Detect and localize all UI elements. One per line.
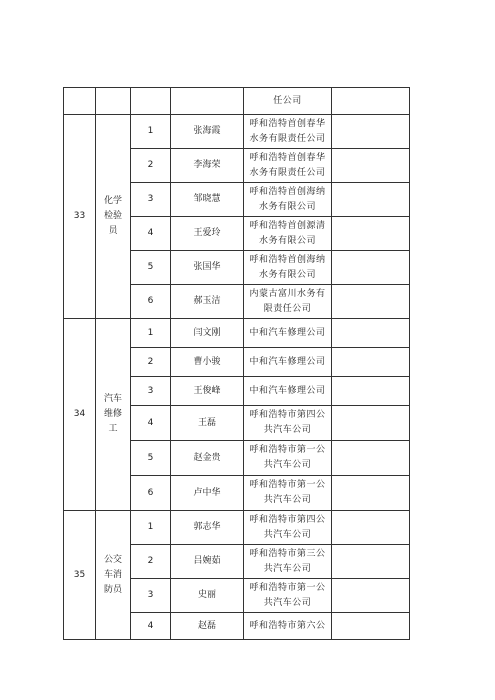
company-cell bbox=[244, 183, 332, 217]
occupation-title-line: 公交 bbox=[103, 554, 122, 565]
company-line: 内蒙古富川水务有 bbox=[249, 288, 326, 299]
note-cell bbox=[332, 613, 410, 640]
note-cell bbox=[332, 251, 410, 285]
company-cell bbox=[244, 377, 332, 406]
company-line: 呼和浩特市第三公 bbox=[249, 548, 326, 559]
company-line: 水务有限公司 bbox=[258, 235, 316, 246]
company-line: 水务有限责任公司 bbox=[249, 133, 326, 144]
occupation-title bbox=[96, 319, 131, 511]
occupation-title-line: 汽车 bbox=[103, 394, 122, 404]
note-cell bbox=[332, 511, 410, 545]
company-line: 水务有限公司 bbox=[258, 269, 316, 280]
note-cell bbox=[332, 406, 410, 441]
occupation-title-line: 防员 bbox=[103, 584, 122, 595]
row-index: 5 bbox=[131, 441, 171, 476]
group-number: 35 bbox=[64, 511, 96, 640]
person-name: 王磊 bbox=[171, 406, 244, 441]
person-name: 吕婉茹 bbox=[171, 545, 244, 579]
company-cell bbox=[244, 613, 332, 640]
person-name: 郝玉洁 bbox=[171, 285, 244, 319]
company-line: 呼和浩特首创海纳 bbox=[249, 254, 326, 265]
roster-body bbox=[64, 88, 410, 640]
person-name: 王俊峰 bbox=[171, 377, 244, 406]
table-row bbox=[64, 319, 410, 348]
title-cell bbox=[96, 88, 131, 115]
company-line: 呼和浩特首创海纳 bbox=[249, 186, 326, 197]
row-index: 2 bbox=[131, 545, 171, 579]
row-index: 1 bbox=[131, 115, 171, 149]
company-line: 呼和浩特首创源清 bbox=[249, 220, 326, 231]
note-cell bbox=[332, 217, 410, 251]
group-number: 34 bbox=[64, 319, 96, 511]
company-cell bbox=[244, 319, 332, 348]
company-cell bbox=[244, 406, 332, 441]
person-name: 闫文刚 bbox=[171, 319, 244, 348]
index-cell bbox=[131, 88, 171, 115]
note-cell bbox=[332, 88, 410, 115]
person-name: 卢中华 bbox=[171, 476, 244, 511]
person-name: 曹小骏 bbox=[171, 348, 244, 377]
number-cell bbox=[64, 88, 96, 115]
row-index: 4 bbox=[131, 217, 171, 251]
company-line: 呼和浩特市第六公 bbox=[249, 620, 326, 631]
company-line: 呼和浩特市第四公 bbox=[249, 514, 326, 525]
note-cell bbox=[332, 579, 410, 613]
person-name: 史丽 bbox=[171, 579, 244, 613]
name-cell bbox=[171, 88, 244, 115]
company-line: 水务有限公司 bbox=[258, 201, 316, 212]
note-cell bbox=[332, 545, 410, 579]
note-cell bbox=[332, 149, 410, 183]
company-line: 水务有限责任公司 bbox=[249, 167, 326, 178]
occupation-title-line: 员 bbox=[108, 226, 118, 236]
row-index: 4 bbox=[131, 613, 171, 640]
company-line: 共汽车公司 bbox=[263, 563, 312, 574]
company-line: 呼和浩特市第四公 bbox=[249, 410, 326, 420]
row-index: 2 bbox=[131, 348, 171, 377]
company-cell bbox=[244, 149, 332, 183]
company-line: 共汽车公司 bbox=[263, 425, 312, 435]
note-cell bbox=[332, 377, 410, 406]
row-index: 6 bbox=[131, 476, 171, 511]
company-line: 中和汽车修理公司 bbox=[249, 385, 326, 396]
company-line: 限责任公司 bbox=[263, 303, 312, 314]
company-cell bbox=[244, 511, 332, 545]
group-number: 33 bbox=[64, 115, 96, 319]
company-cell bbox=[244, 115, 332, 149]
company-cell bbox=[244, 88, 332, 115]
row-index: 3 bbox=[131, 579, 171, 613]
company-cell bbox=[244, 476, 332, 511]
occupation-title-line: 维修 bbox=[103, 409, 122, 419]
row-index: 3 bbox=[131, 183, 171, 217]
person-name: 王爱玲 bbox=[171, 217, 244, 251]
company-cell bbox=[244, 251, 332, 285]
table-row-continued bbox=[64, 88, 410, 115]
company-line: 呼和浩特首创春华 bbox=[249, 118, 326, 129]
company-cell bbox=[244, 579, 332, 613]
occupation-title bbox=[96, 511, 131, 640]
company-line: 呼和浩特首创春华 bbox=[249, 152, 326, 163]
award-roster-table bbox=[63, 87, 410, 640]
person-name: 张国华 bbox=[171, 251, 244, 285]
note-cell bbox=[332, 285, 410, 319]
company-line: 呼和浩特市第一公 bbox=[249, 480, 326, 490]
occupation-title-line: 检验 bbox=[103, 211, 122, 221]
row-index: 3 bbox=[131, 377, 171, 406]
occupation-title-line: 车消 bbox=[103, 569, 122, 580]
row-index: 5 bbox=[131, 251, 171, 285]
company-cell bbox=[244, 348, 332, 377]
company-line: 中和汽车修理公司 bbox=[249, 327, 326, 338]
company-line: 呼和浩特市第一公 bbox=[249, 582, 326, 593]
row-index: 1 bbox=[131, 511, 171, 545]
person-name: 李海荣 bbox=[171, 149, 244, 183]
company-cell bbox=[244, 285, 332, 319]
company-line: 共汽车公司 bbox=[263, 597, 312, 608]
company-line: 任公司 bbox=[273, 95, 302, 106]
company-line: 共汽车公司 bbox=[263, 460, 312, 470]
person-name: 赵金贵 bbox=[171, 441, 244, 476]
table-row bbox=[64, 511, 410, 545]
company-line: 共汽车公司 bbox=[263, 495, 312, 505]
row-index: 6 bbox=[131, 285, 171, 319]
note-cell bbox=[332, 115, 410, 149]
company-cell bbox=[244, 545, 332, 579]
row-index: 1 bbox=[131, 319, 171, 348]
person-name: 邹晓慧 bbox=[171, 183, 244, 217]
company-cell bbox=[244, 217, 332, 251]
occupation-title bbox=[96, 115, 131, 319]
note-cell bbox=[332, 183, 410, 217]
note-cell bbox=[332, 348, 410, 377]
row-index: 4 bbox=[131, 406, 171, 441]
company-line: 呼和浩特市第一公 bbox=[249, 445, 326, 455]
person-name: 张海霞 bbox=[171, 115, 244, 149]
table-row bbox=[64, 115, 410, 149]
note-cell bbox=[332, 441, 410, 476]
person-name: 赵磊 bbox=[171, 613, 244, 640]
company-line: 共汽车公司 bbox=[263, 529, 312, 540]
row-index: 2 bbox=[131, 149, 171, 183]
occupation-title-line: 化学 bbox=[103, 196, 122, 206]
occupation-title-line: 工 bbox=[108, 424, 118, 434]
company-cell bbox=[244, 441, 332, 476]
note-cell bbox=[332, 476, 410, 511]
person-name: 郭志华 bbox=[171, 511, 244, 545]
note-cell bbox=[332, 319, 410, 348]
company-line: 中和汽车修理公司 bbox=[249, 356, 326, 367]
